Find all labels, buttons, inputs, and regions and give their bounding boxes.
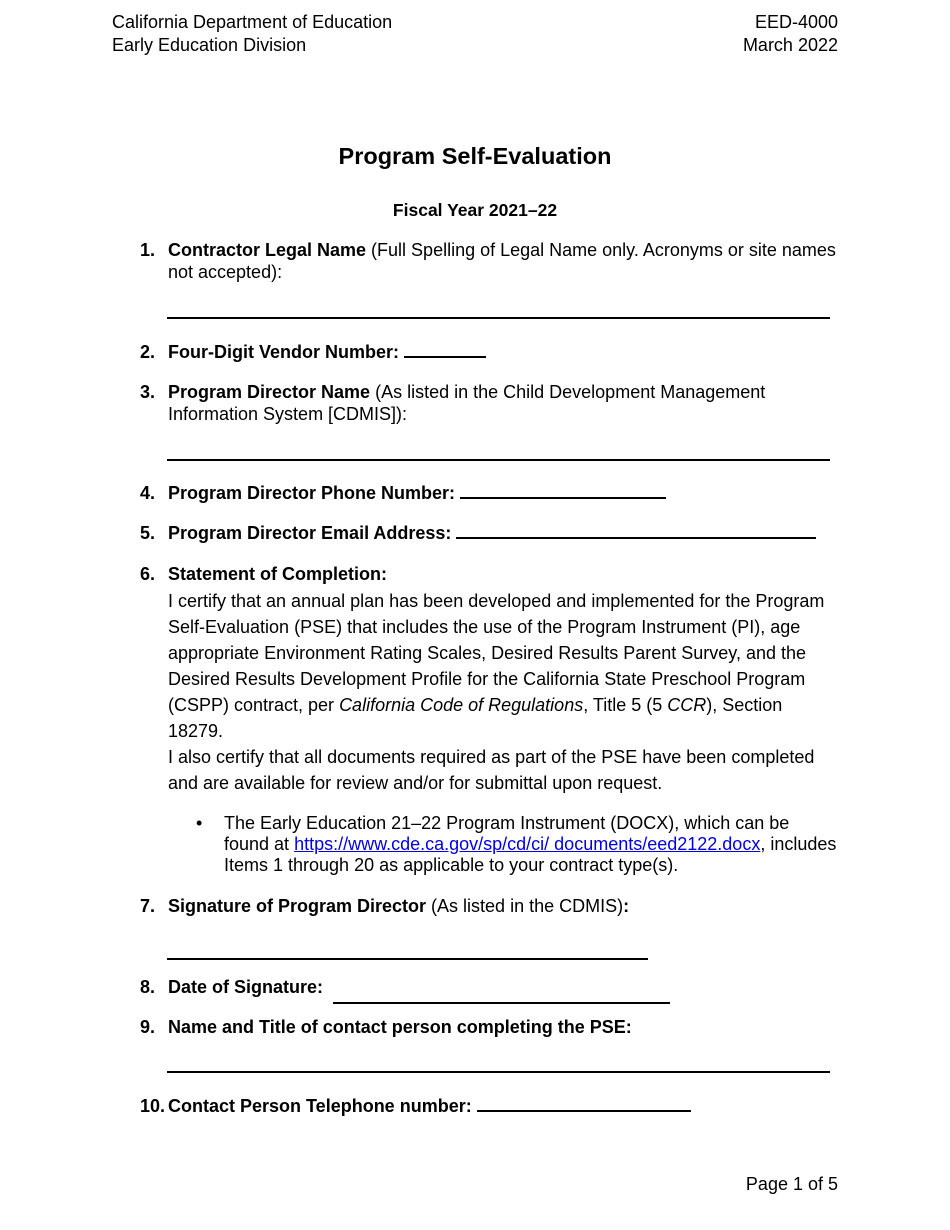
- form-id: EED-4000: [754, 12, 838, 32]
- item-number: 6.: [140, 564, 156, 584]
- item-label: Program Director Phone Number:: [168, 483, 456, 503]
- item-label: Four-Digit Vendor Number:: [168, 342, 399, 362]
- item-label: Signature of Program Director: [168, 896, 427, 916]
- documents-paragraph: I also certify that all documents required as part of the PSE have been completed and are available for review and/or for submittal upon request.: [168, 747, 815, 793]
- certification-paragraph: I certify that an annual plan has been developed and implemented for the Program Self-Evaluation (PSE) that includes the use of the Program Instrument (PI), age appropriate Environment Rating Scales, Desired Results Parent Survey, and the Desired Results Development Profile for the California State Preschool Program (CSPP) contract, per California Code of Regulations, Title 5 (5 CCR), Section 18279.: [168, 591, 825, 741]
- item-label: Date of Signature:: [168, 977, 324, 997]
- item-number: 3.: [140, 382, 156, 402]
- vendor-number-field[interactable]: [404, 342, 486, 358]
- regulation-title: California Code of Regulations: [339, 695, 584, 715]
- program-director-name-field[interactable]: [167, 459, 830, 461]
- page-number: Page 1 of 5: [745, 1174, 838, 1194]
- item-number: 1.: [140, 240, 156, 260]
- item-label: Contractor Legal Name: [168, 240, 367, 260]
- program-instrument-link[interactable]: https://www.cde.ca.gov/sp/cd/ci/ documents/eed2122.docx: [294, 834, 761, 854]
- header-organization: [112, 11, 392, 57]
- item-label: Contact Person Telephone number:: [168, 1096, 472, 1116]
- page-title: Program Self-Evaluation: [338, 143, 612, 169]
- item-number: 10.: [140, 1096, 166, 1116]
- bullet-icon: •: [196, 813, 203, 833]
- bullet-text: The Early Education 21–22 Program Instrument (DOCX), which can be found at https://www.cde.ca.gov/sp/cd/ci/ documents/eed2122.docx, includes Items 1 through 20 as applicable to your contract type(s).: [224, 813, 837, 875]
- item-note: (As listed in the CDMIS): [426, 896, 624, 916]
- item-number: 7.: [140, 896, 156, 916]
- item-note: (Full Spelling of Legal Name only. Acronyms or site names not accepted):: [168, 240, 836, 282]
- fiscal-year: Fiscal Year 2021–22: [392, 200, 558, 220]
- form-date: March 2022: [742, 35, 838, 55]
- contact-person-field[interactable]: [167, 1071, 830, 1073]
- director-phone-field[interactable]: [460, 483, 666, 499]
- date-of-signature-field[interactable]: [333, 1002, 670, 1004]
- org-name: California Department of Education: [112, 12, 393, 32]
- item-note: (As listed in the Child Development Management Information System [CDMIS]):: [168, 382, 766, 424]
- contact-phone-field[interactable]: [477, 1096, 691, 1112]
- item-label: Name and Title of contact person completing the PSE:: [168, 1017, 632, 1037]
- item-number: 5.: [140, 523, 156, 543]
- item-number: 9.: [140, 1017, 156, 1037]
- contractor-legal-name-field[interactable]: [167, 317, 830, 319]
- director-signature-field[interactable]: [167, 958, 648, 960]
- item-number: 8.: [140, 977, 156, 997]
- header-form-info: [743, 11, 838, 57]
- item-label: Statement of Completion:: [168, 564, 387, 584]
- item-number: 4.: [140, 483, 156, 503]
- director-email-field[interactable]: [456, 523, 816, 539]
- division-name: Early Education Division: [112, 35, 307, 55]
- ccr-abbrev: CCR: [667, 695, 707, 715]
- item-label: Program Director Name: [168, 382, 371, 402]
- item-number: 2.: [140, 342, 156, 362]
- item-label: Program Director Email Address:: [168, 523, 452, 543]
